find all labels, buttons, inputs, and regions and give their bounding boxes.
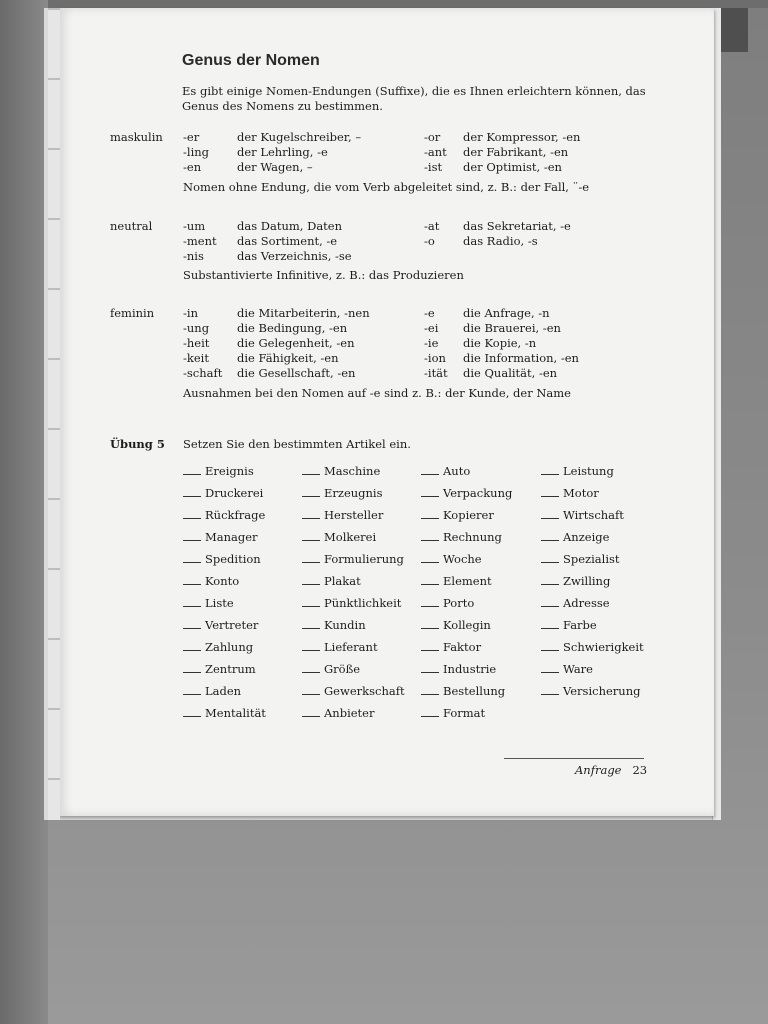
exercise-item (541, 640, 644, 654)
article-blank[interactable] (421, 640, 439, 651)
example: das Sekretariat, -e (463, 219, 571, 233)
suffix: -er (183, 130, 200, 144)
example: die Anfrage, -n (463, 306, 550, 320)
example: der Fabrikant, -en (463, 145, 569, 159)
exercise-noun: Kundin (324, 618, 366, 632)
exercise-label: Übung 5 (110, 437, 165, 451)
article-blank[interactable] (183, 662, 201, 673)
exercise-item (421, 706, 485, 720)
example: das Datum, Daten (237, 219, 343, 233)
page-number: 23 (632, 763, 648, 777)
article-blank[interactable] (421, 684, 439, 695)
example: das Verzeichnis, -se (237, 249, 352, 263)
article-blank[interactable] (421, 486, 439, 497)
scan-corner-shadow (720, 8, 748, 52)
article-blank[interactable] (541, 486, 559, 497)
suffix: -ung (183, 321, 210, 335)
example: die Information, -en (463, 351, 579, 365)
example: das Radio, -s (463, 234, 538, 248)
article-blank[interactable] (302, 596, 320, 607)
exercise-item (302, 530, 376, 544)
article-blank[interactable] (302, 508, 320, 519)
suffix: -en (183, 160, 202, 174)
intro-line-2: Genus des Nomens zu bestimmen. (182, 99, 383, 113)
article-blank[interactable] (302, 464, 320, 475)
exercise-item (302, 596, 401, 610)
exercise-item (421, 618, 491, 632)
footer-rule (504, 758, 644, 759)
exercise-item (541, 508, 624, 522)
page-title: Genus der Nomen (182, 52, 320, 69)
example: die Gesellschaft, -en (237, 366, 356, 380)
example: die Qualität, -en (463, 366, 558, 380)
article-blank[interactable] (541, 684, 559, 695)
intro-line-1: Es gibt einige Nomen-Endungen (Suffixe), die es Ihnen erleichtern können, das (182, 84, 646, 98)
article-blank[interactable] (183, 508, 201, 519)
exercise-item (183, 706, 266, 720)
article-blank[interactable] (302, 618, 320, 629)
exercise-item (421, 530, 502, 544)
suffix: -ist (424, 160, 443, 174)
exercise-noun: Spezialist (563, 552, 620, 566)
exercise-item (541, 464, 614, 478)
exercise-item (421, 662, 496, 676)
exercise-noun: Verpackung (443, 486, 513, 500)
book-binding (48, 8, 60, 820)
exercise-noun: Ware (563, 662, 593, 676)
article-blank[interactable] (183, 596, 201, 607)
exercise-noun: Formulierung (324, 552, 404, 566)
article-blank[interactable] (302, 486, 320, 497)
exercise-item (302, 640, 378, 654)
exercise-noun: Ereignis (205, 464, 254, 478)
example: der Kompressor, -en (463, 130, 581, 144)
exercise-noun: Maschine (324, 464, 381, 478)
exercise-item (541, 574, 610, 588)
exercise-item (302, 662, 360, 676)
exercise-noun: Element (443, 574, 492, 588)
example: die Kopie, -n (463, 336, 537, 350)
exercise-noun: Motor (563, 486, 599, 500)
suffix: -at (424, 219, 440, 233)
suffix: -o (424, 234, 435, 248)
article-blank[interactable] (302, 552, 320, 563)
article-blank[interactable] (302, 530, 320, 541)
article-blank[interactable] (183, 618, 201, 629)
exercise-noun: Leistung (563, 464, 614, 478)
suffix: -or (424, 130, 441, 144)
exercise-item (421, 640, 481, 654)
exercise-noun: Zwilling (563, 574, 611, 588)
article-blank[interactable] (421, 618, 439, 629)
exercise-noun: Druckerei (205, 486, 264, 500)
example: die Mitarbeiterin, -nen (237, 306, 370, 320)
exercise-noun: Plakat (324, 574, 361, 588)
exercise-item (541, 530, 609, 544)
exercise-noun: Anzeige (563, 530, 610, 544)
article-blank[interactable] (421, 574, 439, 585)
suffix: -ant (424, 145, 447, 159)
exercise-noun: Kopierer (443, 508, 494, 522)
exercise-item (302, 464, 380, 478)
exercise-item (541, 662, 593, 676)
section-note-neutral: Substantivierte Infinitive, z. B.: das Produzieren (183, 268, 464, 282)
exercise-noun: Mentalität (205, 706, 266, 720)
exercise-item (302, 486, 383, 500)
exercise-noun: Hersteller (324, 508, 384, 522)
article-blank[interactable] (421, 596, 439, 607)
exercise-item (302, 574, 361, 588)
exercise-item (421, 508, 494, 522)
suffix: -ling (183, 145, 210, 159)
exercise-noun: Vertreter (205, 618, 259, 632)
exercise-item (541, 486, 599, 500)
suffix: -keit (183, 351, 209, 365)
exercise-noun: Bestellung (443, 684, 506, 698)
article-blank[interactable] (302, 640, 320, 651)
exercise-item (421, 464, 470, 478)
article-blank[interactable] (421, 530, 439, 541)
exercise-noun: Molkerei (324, 530, 377, 544)
article-blank[interactable] (183, 552, 201, 563)
exercise-noun: Wirtschaft (563, 508, 624, 522)
exercise-item (421, 684, 505, 698)
exercise-noun: Rückfrage (205, 508, 266, 522)
page-footer (575, 763, 647, 777)
scan-top-edge (0, 0, 768, 8)
example: die Brauerei, -en (463, 321, 561, 335)
section-note-feminin: Ausnahmen bei den Nomen auf -e sind z. B.: der Kunde, der Name (183, 386, 571, 400)
exercise-item (183, 464, 254, 478)
exercise-item (541, 552, 620, 566)
exercise-item (421, 552, 482, 566)
example: der Lehrling, -e (237, 145, 328, 159)
exercise-noun: Pünktlichkeit (324, 596, 402, 610)
exercise-item (183, 530, 258, 544)
suffix: -schaft (183, 366, 223, 380)
exercise-instruction: Setzen Sie den bestimmten Artikel ein. (183, 437, 411, 451)
article-blank[interactable] (541, 662, 559, 673)
exercise-noun: Zentrum (205, 662, 256, 676)
suffix: -um (183, 219, 206, 233)
article-blank[interactable] (541, 640, 559, 651)
article-blank[interactable] (541, 552, 559, 563)
exercise-noun: Manager (205, 530, 258, 544)
exercise-noun: Format (443, 706, 486, 720)
exercise-noun: Versicherung (563, 684, 641, 698)
article-blank[interactable] (541, 574, 559, 585)
exercise-item (183, 552, 261, 566)
article-blank[interactable] (302, 574, 320, 585)
suffix: -e (424, 306, 435, 320)
article-blank[interactable] (421, 508, 439, 519)
article-blank[interactable] (183, 684, 201, 695)
article-blank[interactable] (302, 706, 320, 717)
exercise-noun: Woche (443, 552, 482, 566)
suffix: -ität (424, 366, 448, 380)
exercise-item (302, 706, 374, 720)
suffix: -ion (424, 351, 446, 365)
exercise-noun: Farbe (563, 618, 597, 632)
article-blank[interactable] (541, 530, 559, 541)
exercise-item (183, 508, 265, 522)
exercise-item (183, 596, 234, 610)
suffix: -ei (424, 321, 439, 335)
exercise-noun: Lieferant (324, 640, 378, 654)
exercise-noun: Liste (205, 596, 234, 610)
example: der Kugelschreiber, – (237, 130, 362, 144)
exercise-noun: Adresse (563, 596, 610, 610)
article-blank[interactable] (183, 640, 201, 651)
example: die Gelegenheit, -en (237, 336, 355, 350)
exercise-item (302, 508, 383, 522)
exercise-noun: Spedition (205, 552, 261, 566)
suffix: -ment (183, 234, 217, 248)
exercise-noun: Kollegin (443, 618, 491, 632)
article-blank[interactable] (302, 662, 320, 673)
exercise-item (421, 486, 512, 500)
exercise-item (302, 618, 366, 632)
article-blank[interactable] (421, 464, 439, 475)
suffix: -nis (183, 249, 204, 263)
article-blank[interactable] (541, 596, 559, 607)
exercise-item (183, 662, 256, 676)
exercise-item (541, 618, 597, 632)
example: die Bedingung, -en (237, 321, 348, 335)
article-blank[interactable] (183, 486, 201, 497)
exercise-noun: Zahlung (205, 640, 254, 654)
exercise-noun: Faktor (443, 640, 482, 654)
exercise-item (541, 596, 610, 610)
article-blank[interactable] (421, 706, 439, 717)
exercise-noun: Laden (205, 684, 242, 698)
exercise-noun: Konto (205, 574, 240, 588)
suffix: -in (183, 306, 198, 320)
article-blank[interactable] (541, 508, 559, 519)
section-note-maskulin: Nomen ohne Endung, die vom Verb abgeleitet sind, z. B.: der Fall, ¨-e (183, 180, 590, 194)
exercise-noun: Erzeugnis (324, 486, 383, 500)
article-blank[interactable] (183, 706, 201, 717)
section-label-feminin: feminin (110, 306, 155, 320)
exercise-noun: Gewerkschaft (324, 684, 405, 698)
article-blank[interactable] (183, 574, 201, 585)
article-blank[interactable] (421, 552, 439, 563)
scan-left-edge (0, 0, 48, 1024)
section-label-maskulin: maskulin (110, 130, 163, 144)
exercise-item (183, 640, 253, 654)
example: der Wagen, – (237, 160, 313, 174)
exercise-noun: Porto (443, 596, 475, 610)
exercise-item (541, 684, 640, 698)
exercise-item (421, 574, 492, 588)
article-blank[interactable] (541, 618, 559, 629)
exercise-item (421, 596, 474, 610)
exercise-item (183, 574, 239, 588)
article-blank[interactable] (183, 530, 201, 541)
section-label-neutral: neutral (110, 219, 153, 233)
chapter-name: Anfrage (575, 763, 622, 777)
exercise-noun: Anbieter (324, 706, 375, 720)
exercise-item (302, 552, 404, 566)
exercise-item (183, 684, 241, 698)
article-blank[interactable] (421, 662, 439, 673)
example: die Fähigkeit, -en (237, 351, 339, 365)
article-blank[interactable] (302, 684, 320, 695)
article-blank[interactable] (541, 464, 559, 475)
exercise-noun: Auto (443, 464, 471, 478)
exercise-item (302, 684, 405, 698)
article-blank[interactable] (183, 464, 201, 475)
exercise-noun: Schwierigkeit (563, 640, 644, 654)
suffix: -ie (424, 336, 439, 350)
example: der Optimist, -en (463, 160, 562, 174)
exercise-item (183, 486, 263, 500)
exercise-noun: Größe (324, 662, 361, 676)
exercise-noun: Rechnung (443, 530, 502, 544)
suffix: -heit (183, 336, 210, 350)
example: das Sortiment, -e (237, 234, 338, 248)
exercise-noun: Industrie (443, 662, 497, 676)
exercise-item (183, 618, 258, 632)
